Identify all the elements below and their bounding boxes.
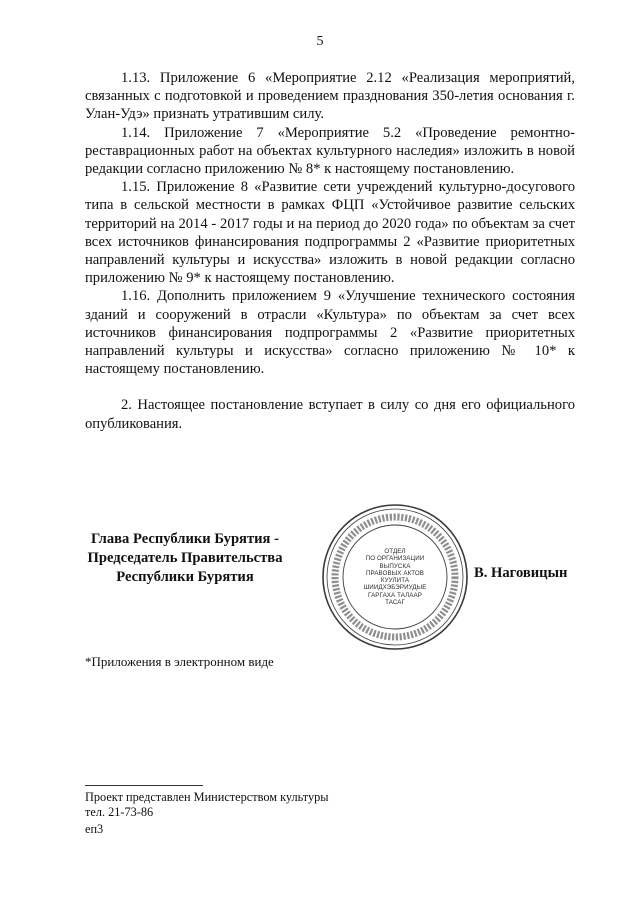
official-seal [320,502,470,652]
seal-line: ПО ОРГАНИЗАЦИИ [365,555,425,563]
prepared-by-line: Проект представлен Министерством культуры [85,790,329,804]
signatory-title [85,530,285,587]
document-code: еп3 [85,822,104,836]
phone-line: тел. 21-73-86 [85,805,154,819]
footer-divider [85,785,203,786]
signatory-title-line: Председатель Правительства [87,550,283,566]
seal-line: ОТДЕЛ [384,548,406,555]
seal-line: ВЫПУСКА [379,562,411,570]
page-number: 5 [316,34,324,49]
paragraph-1-14: 1.14. Приложение 7 «Мероприятие 5.2 «Проведение ремонтно-реставрационных работ на объектах культурного наследия» изложить в новой редакции согласно приложению № 8* к настоящему постановлению. [85,124,575,178]
seal-line: ГАРГАХА ТАЛААР [368,591,422,599]
seal-text [348,548,442,606]
paragraph-1-13: 1.13. Приложение 6 «Мероприятие 2.12 «Реализация мероприятий, связанных с подготовкой и проведением празднования 350-летия основания г. Улан-Удэ» признать утратившим силу. [85,70,575,123]
signatory-name: В. Наговицын [474,565,568,581]
body-text [85,69,575,433]
seal-line: КУУЛИТА [380,577,410,585]
seal-line: ШИИДХЭБЭРИУДЫЕ [363,584,427,592]
prepared-by-note [85,790,329,820]
footnote: *Приложения в электронном виде [85,654,274,669]
paragraph-2: 2. Настоящее постановление вступает в силу со дня его официального опубликования. [85,397,575,432]
seal-line: ТАСАГ [385,599,405,607]
paragraph-1-15: 1.15. Приложение 8 «Развитие сети учреждений культурно-досугового типа в сельской местности в рамках ФЦП «Устойчивое развитие сельских территорий на 2014 - 2017 годы и на период до 2020 года» по объектам за счет всех источников финансирования подпрограммы 2 «Развитие приоритетных направлений культуры и искусства» изложить в новой редакции согласно приложению № 9* к настоящему постановлению. [85,179,575,287]
signatory-title-line: Республики Бурятия [116,569,254,585]
signatory-title-line: Глава Республики Бурятия - [91,531,279,547]
paragraph-1-16: 1.16. Дополнить приложением 9 «Улучшение технического состояния зданий и сооружений в отрасли «Культура» по объектам за счет всех источников финансирования подпрограммы 2 «Развитие приоритетных направлений культуры и искусства» согласно приложению № 10* к настоящему постановлению. [85,288,575,378]
seal-line: ПРАВОВЫХ АКТОВ [365,569,425,577]
